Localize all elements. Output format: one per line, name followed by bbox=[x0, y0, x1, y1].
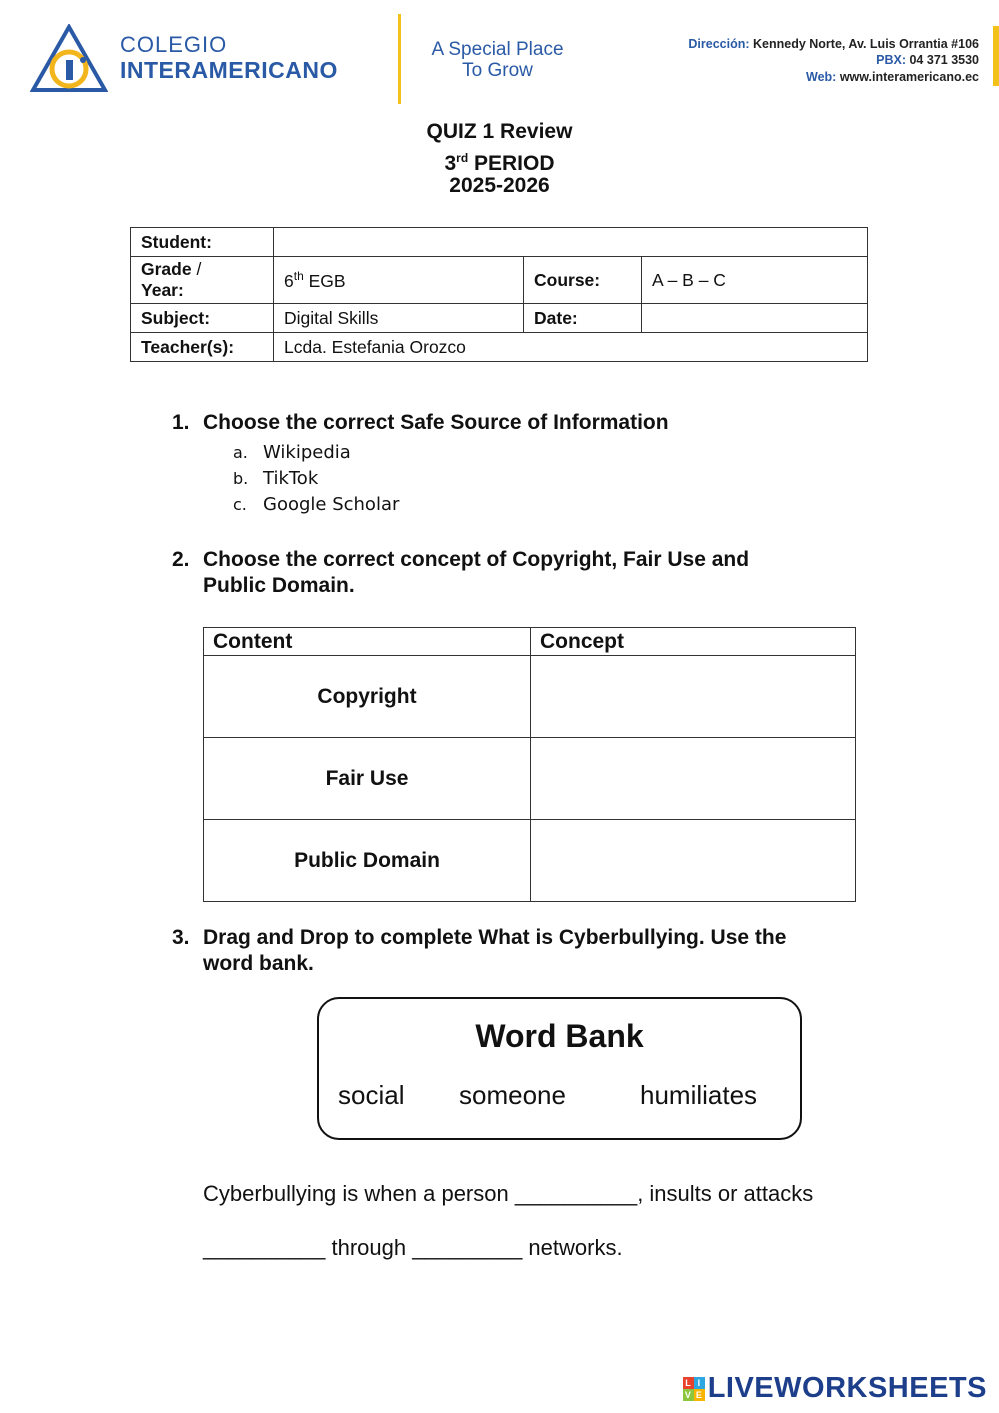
option-a[interactable]: a. Wikipedia bbox=[233, 442, 351, 463]
concept-drop-zone[interactable] bbox=[531, 738, 856, 820]
liveworksheets-icon: L I V E bbox=[683, 1377, 705, 1401]
student-label: Student: bbox=[131, 228, 274, 257]
question-2-number: 2. bbox=[172, 548, 190, 571]
school-logo-icon bbox=[30, 24, 108, 96]
student-field[interactable] bbox=[274, 228, 868, 257]
address-value: Kennedy Norte, Av. Luis Orrantia #106 bbox=[753, 37, 979, 51]
quiz-title: QUIZ 1 Review bbox=[426, 120, 573, 143]
option-c[interactable]: c. Google Scholar bbox=[233, 494, 400, 515]
phone-value: 04 371 3530 bbox=[909, 53, 979, 68]
question-3 bbox=[172, 925, 862, 977]
word-someone[interactable]: someone bbox=[459, 1080, 566, 1110]
course-label: Course: bbox=[524, 257, 642, 304]
concept-drop-zone[interactable] bbox=[531, 656, 856, 738]
school-year: 2025-2026 bbox=[449, 174, 550, 197]
content-copyright: Copyright bbox=[204, 656, 531, 738]
header-accent-bar bbox=[993, 26, 999, 86]
tagline-line1: A Special Place bbox=[431, 39, 564, 60]
question-3-line1: Drag and Drop to complete What is Cyberbullying. Use the bbox=[203, 926, 787, 949]
word-bank-title: Word Bank bbox=[475, 1018, 644, 1054]
student-info-table bbox=[130, 227, 868, 362]
address-label: Dirección: bbox=[688, 37, 750, 51]
question-2-line1: Choose the correct concept of Copyright, Fair Use and bbox=[203, 548, 750, 571]
subject-value: Digital Skills bbox=[274, 304, 524, 333]
concept-drop-zone[interactable] bbox=[531, 820, 856, 902]
teacher-label: Teacher(s): bbox=[131, 333, 274, 362]
word-social[interactable]: social bbox=[338, 1080, 405, 1110]
cyberbullying-sentence-2[interactable]: __________ through _________ networks. bbox=[203, 1235, 623, 1260]
liveworksheets-logo bbox=[683, 1372, 987, 1405]
course-value: A – B – C bbox=[642, 257, 868, 304]
question-1-options bbox=[233, 440, 399, 518]
concept-table bbox=[203, 627, 856, 902]
phone-label: PBX: bbox=[876, 53, 906, 68]
web-label: Web: bbox=[806, 69, 837, 84]
date-label: Date: bbox=[524, 304, 642, 333]
web-value: www.interamericano.ec bbox=[839, 69, 979, 84]
cyberbullying-sentence-1[interactable]: Cyberbullying is when a person __________, insults or attacks bbox=[203, 1181, 814, 1206]
question-2-line2: Public Domain. bbox=[203, 574, 355, 597]
school-name bbox=[120, 34, 338, 82]
grade-value: 6th EGB bbox=[274, 257, 524, 304]
period-word: PERIOD bbox=[474, 152, 555, 175]
question-2 bbox=[172, 547, 862, 599]
question-3-number: 3. bbox=[172, 926, 190, 949]
subject-label: Subject: bbox=[131, 304, 274, 333]
school-name-line1: COLEGIO bbox=[120, 32, 228, 57]
question-3-line2: word bank. bbox=[203, 952, 314, 975]
question-1-number: 1. bbox=[172, 411, 190, 434]
concept-header: Concept bbox=[531, 628, 856, 656]
liveworksheets-brand: LIVEWORKSHEETS bbox=[707, 1372, 987, 1404]
word-humiliates[interactable]: humiliates bbox=[640, 1080, 758, 1110]
content-header: Content bbox=[204, 628, 531, 656]
contact-info bbox=[688, 36, 979, 85]
question-1-text: Choose the correct Safe Source of Information bbox=[203, 411, 669, 434]
content-fair-use: Fair Use bbox=[204, 738, 531, 820]
option-b[interactable]: b. TikTok bbox=[233, 468, 319, 489]
date-field[interactable] bbox=[642, 304, 868, 333]
grade-label: Grade / Year: bbox=[131, 257, 274, 304]
question-1 bbox=[172, 410, 862, 436]
tagline-line2: To Grow bbox=[462, 59, 533, 81]
header-divider bbox=[398, 14, 401, 104]
period-number: 3 bbox=[444, 152, 457, 175]
tagline bbox=[420, 40, 575, 82]
period-suffix: rd bbox=[456, 151, 469, 165]
school-name-line2: INTERAMERICANO bbox=[120, 57, 338, 83]
content-public-domain: Public Domain bbox=[204, 820, 531, 902]
teacher-value: Lcda. Estefania Orozco bbox=[274, 333, 868, 362]
